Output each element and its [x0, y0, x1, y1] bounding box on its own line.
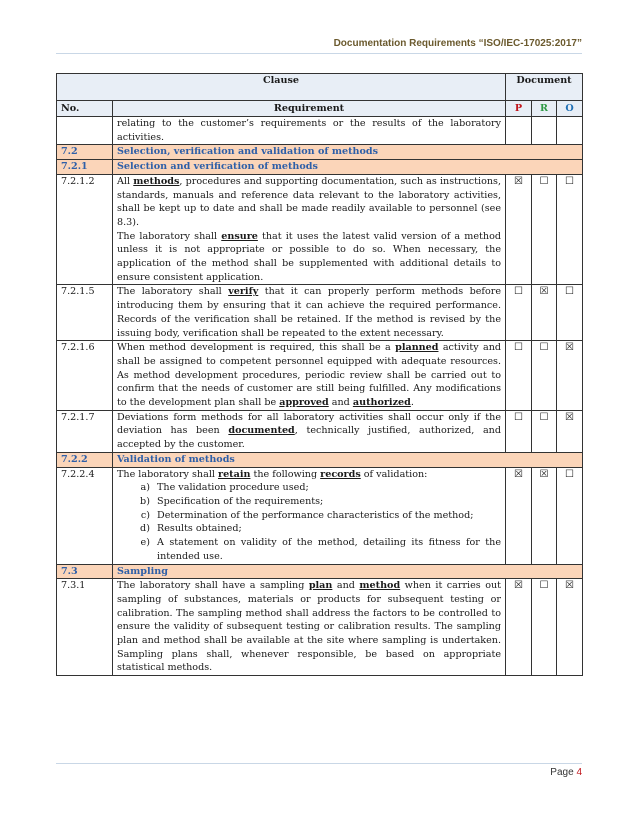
table-head-row — [57, 74, 583, 101]
section-title: Selection, verification and validation of methods — [113, 145, 583, 160]
table-row — [57, 117, 583, 145]
keyword: plan — [308, 580, 333, 592]
o-checkbox[interactable]: ☐ — [557, 467, 583, 564]
table-row — [57, 341, 583, 411]
section-row — [57, 160, 583, 175]
page-number: 4 — [576, 767, 582, 778]
keyword: documented — [228, 425, 295, 437]
section-title: Sampling — [113, 564, 583, 579]
keyword: methods — [133, 175, 180, 187]
page-footer — [550, 767, 582, 778]
validation-records-list — [117, 481, 501, 563]
p-checkbox[interactable]: ☒ — [506, 579, 532, 676]
o-checkbox[interactable]: ☐ — [557, 174, 583, 285]
requirement-text: The laboratory shall verify that it can properly perform methods before introducing them by ensuring that it can achieve the required performance. Records of the verification shall be retained. If the method is revised by the issuing body, verification shall be repeated to the extent necessary. — [113, 285, 506, 341]
keyword: approved — [279, 397, 329, 409]
keyword: planned — [395, 342, 439, 354]
o-checkbox[interactable]: ☒ — [557, 579, 583, 676]
table-row — [57, 467, 583, 564]
clause-number — [57, 117, 113, 145]
table-row — [57, 410, 583, 452]
p-checkbox[interactable]: ☐ — [506, 285, 532, 341]
clause-number: 7.2.2.4 — [57, 467, 113, 564]
section-number: 7.2 — [57, 145, 113, 160]
requirement-text: Deviations form methods for all laboratory activities shall occur only if the deviation has been documented, technically justified, authorized, and accepted by the customer. — [113, 410, 506, 452]
list-item: a. The validation procedure used; — [153, 481, 501, 495]
requirement-text: The laboratory shall retain the following records of validation: a. The validation procedure used; b. Specification of the requirements; c. Determination of the performance characteristics of the method; d. Results obtained; e. A statement on validity of the method, detailing its fitness for the intended use. — [113, 467, 506, 564]
p-checkbox[interactable]: ☒ — [506, 174, 532, 285]
r-checkbox[interactable]: ☐ — [532, 174, 557, 285]
list-item: c. Determination of the performance characteristics of the method; — [153, 509, 501, 523]
r-checkbox[interactable]: ☒ — [532, 285, 557, 341]
requirement-text: The laboratory shall have a sampling plan and method when it carries out sampling of substances, materials or products for subsequent testing or calibration. The sampling method shall address the factors to be controlled to ensure the validity of subsequent testing or calibration results. The sampling plan and method shall be available at the site where sampling is undertaken. Sampling plans shall, whenever responsible, be based on appropriate statistical methods. — [113, 579, 506, 676]
requirements-table — [56, 73, 583, 676]
col-r-header: R — [532, 101, 557, 117]
clause-number: 7.2.1.6 — [57, 341, 113, 411]
section-title: Validation of methods — [113, 452, 583, 467]
clause-number: 7.2.1.2 — [57, 174, 113, 285]
table-row — [57, 285, 583, 341]
requirement-text: When method development is required, this shall be a planned activity and shall be assigned to competent personnel equipped with adequate resources. As method development procedures, periodic review shall be carried out to confirm that the needs of customer are still being fulfilled. Any modifications to the development plan shall be approved and authorized. — [113, 341, 506, 411]
col-p-header: P — [506, 101, 532, 117]
r-checkbox[interactable]: ☐ — [532, 410, 557, 452]
document-header: Document — [506, 74, 583, 101]
p-checkbox[interactable]: ☐ — [506, 410, 532, 452]
section-row — [57, 145, 583, 160]
section-number: 7.3 — [57, 564, 113, 579]
list-item: b. Specification of the requirements; — [153, 495, 501, 509]
clause-number: 7.2.1.5 — [57, 285, 113, 341]
footer-divider — [56, 763, 582, 764]
table-row — [57, 174, 583, 285]
clause-number: 7.2.1.7 — [57, 410, 113, 452]
r-checkbox[interactable]: ☐ — [532, 341, 557, 411]
o-checkbox[interactable]: ☐ — [557, 285, 583, 341]
table-row — [57, 579, 583, 676]
header-divider — [56, 53, 582, 54]
p-checkbox[interactable]: ☐ — [506, 341, 532, 411]
keyword: method — [359, 580, 401, 592]
list-item: d. Results obtained; — [153, 522, 501, 536]
r-checkbox[interactable]: ☒ — [532, 467, 557, 564]
o-checkbox[interactable]: ☒ — [557, 341, 583, 411]
col-o-header: O — [557, 101, 583, 117]
clause-number: 7.3.1 — [57, 579, 113, 676]
page-header: Documentation Requirements “ISO/IEC-17025:2017” — [333, 38, 582, 49]
keyword: ensure — [221, 230, 258, 242]
section-number: 7.2.1 — [57, 160, 113, 175]
page-label: Page — [550, 767, 574, 778]
section-number: 7.2.2 — [57, 452, 113, 467]
keyword: authorized — [352, 397, 411, 409]
column-header-row — [57, 101, 583, 117]
col-no-header: No. — [57, 101, 113, 117]
section-title: Selection and verification of methods — [113, 160, 583, 175]
section-row — [57, 452, 583, 467]
requirement-text: relating to the customer’s requirements or the results of the laboratory activities. — [113, 117, 506, 145]
requirement-text: All methods, procedures and supporting documentation, such as instructions, standards, manuals and reference data relevant to the laboratory activities, shall be kept up to date and shall be made readily available to personnel (see 8.3). The laboratory shall ensure that it uses the latest valid version of a method unless it is not appropriate or possible to do so. When necessary, the application of the method shall be supplemented with additional details to ensure consistent application. — [113, 174, 506, 285]
clause-header: Clause — [57, 74, 506, 101]
o-checkbox[interactable]: ☒ — [557, 410, 583, 452]
keyword: verify — [228, 286, 259, 298]
keyword: retain — [218, 468, 251, 480]
p-checkbox[interactable]: ☒ — [506, 467, 532, 564]
r-checkbox[interactable]: ☐ — [532, 579, 557, 676]
list-item: e. A statement on validity of the method, detailing its fitness for the intended use. — [153, 536, 501, 563]
col-requirement-header: Requirement — [113, 101, 506, 117]
keyword: records — [320, 468, 361, 480]
section-row — [57, 564, 583, 579]
